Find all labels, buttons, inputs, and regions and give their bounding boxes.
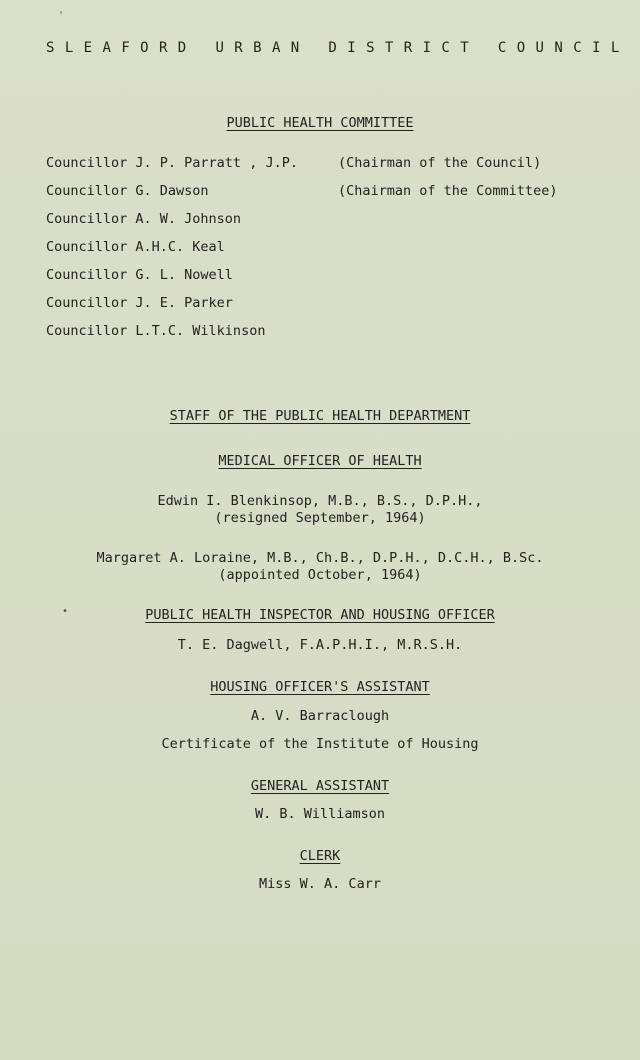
- scan-speck: ': [58, 10, 65, 21]
- housing-assistant-name: A. V. Barraclough: [250, 708, 390, 724]
- general-assistant-heading: GENERAL ASSISTANT: [250, 778, 390, 794]
- member-role: (Chairman of the Committee): [338, 183, 558, 199]
- member-name: Councillor A. W. Johnson: [46, 211, 242, 227]
- member-row: [46, 295, 233, 311]
- member-row: [46, 267, 233, 283]
- phi-name: T. E. Dagwell, F.A.P.H.I., M.R.S.H.: [177, 637, 463, 653]
- phi-heading: PUBLIC HEALTH INSPECTOR AND HOUSING OFFICER: [145, 607, 495, 623]
- member-row: [46, 155, 298, 171]
- member-role: (Chairman of the Council): [338, 155, 542, 171]
- member-name: Councillor G. L. Nowell: [46, 267, 233, 283]
- moh-person1-note: (resigned September, 1964): [214, 510, 426, 526]
- general-assistant-name: W. B. Williamson: [254, 806, 386, 822]
- member-name: Councillor L.T.C. Wilkinson: [46, 323, 266, 339]
- housing-assistant-heading: HOUSING OFFICER'S ASSISTANT: [210, 679, 430, 695]
- scan-speck: •: [62, 606, 69, 617]
- member-row: [46, 239, 225, 255]
- moh-person2-note: (appointed October, 1964): [218, 567, 422, 583]
- member-name: Councillor J. P. Parratt , J.P.: [46, 155, 298, 171]
- member-name: Councillor G. Dawson: [46, 183, 209, 199]
- moh-heading: MEDICAL OFFICER OF HEALTH: [218, 453, 422, 469]
- member-row: [46, 183, 209, 199]
- member-name: Councillor A.H.C. Keal: [46, 239, 225, 255]
- moh-person2-name: Margaret A. Loraine, M.B., Ch.B., D.P.H., D.C.H., B.Sc.: [96, 550, 544, 566]
- member-name: Councillor J. E. Parker: [46, 295, 233, 311]
- clerk-heading: CLERK: [299, 848, 341, 864]
- moh-person1-name: Edwin I. Blenkinsop, M.B., B.S., D.P.H.,: [157, 493, 483, 509]
- committee-heading: PUBLIC HEALTH COMMITTEE: [226, 115, 414, 131]
- clerk-name: Miss W. A. Carr: [259, 876, 381, 892]
- council-title: SLEAFORD URBAN DISTRICT COUNCIL: [46, 40, 630, 56]
- member-row: [46, 323, 265, 339]
- member-row: [46, 211, 241, 227]
- staff-heading: STAFF OF THE PUBLIC HEALTH DEPARTMENT: [169, 408, 471, 424]
- housing-assistant-qualification: Certificate of the Institute of Housing: [161, 736, 479, 752]
